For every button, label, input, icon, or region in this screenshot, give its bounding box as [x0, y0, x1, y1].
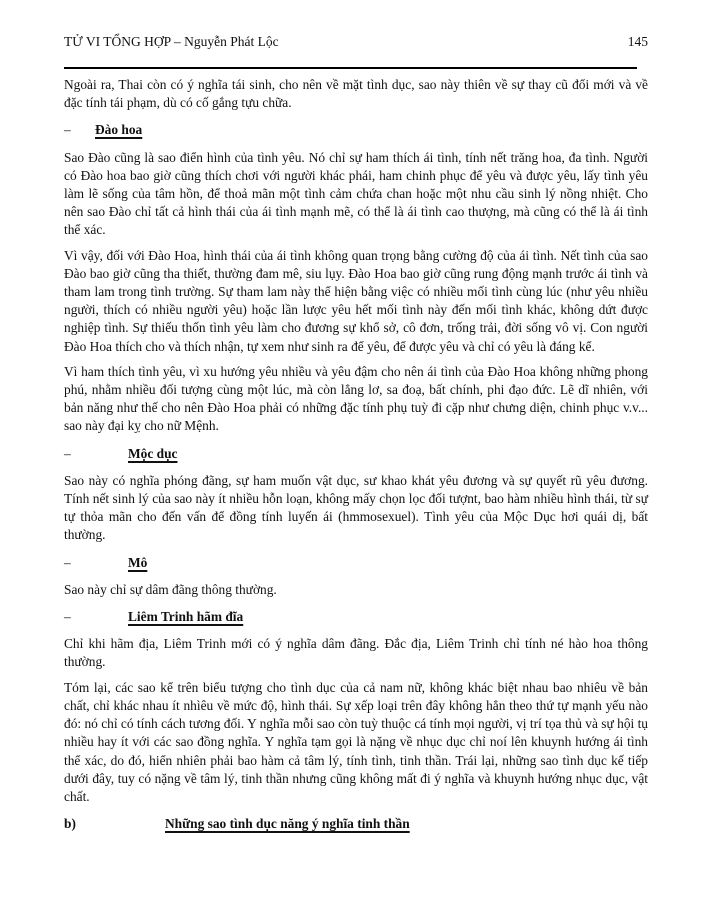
dash-marker: – — [64, 122, 71, 138]
section-heading-label: Mộc dục — [128, 445, 178, 461]
header-rule — [64, 67, 637, 69]
paragraph-dao-2: Vì vậy, đối với Đào Hoa, hình thái của ái tình không quan trọng bằng cường độ của ái tình. Nết tình của sao Đào bao giờ cũng tha thiết, thường đam mê, siu lụy. Đào Hoa bao giờ cũng rung động mạnh trước ái tình và tham lam trong tình trường. Sự tham lam này thể hiện bằng việc có nhiều mối tình cùng lúc (như yêu nhiều người, thích có nhiều người yêu) hoặc lần lược yêu hết mối tình này đến mối tình khác, không dứt được nghiệp tình. Sự thiếu thốn tình yêu làm cho đương sự khổ sở, cô đơn, trống trải, đời sống vô vị. Con người Đào Hoa thích cho và thích nhận, tự xem như sinh ra để yêu, để được yêu và chỉ có yêu là đáng kể. — [64, 247, 648, 354]
section-heading-dao-hoa — [64, 121, 648, 139]
paragraph-liem-trinh: Chỉ khi hãm địa, Liêm Trinh mới có ý nghĩa dâm đãng. Đắc địa, Liêm Trinh chỉ tính né hào hoa thông thường. — [64, 636, 648, 670]
section-heading-liem-trinh — [64, 608, 648, 626]
section-heading-label: Liêm Trinh hãm đĩa — [128, 609, 244, 625]
paragraph-thai: Ngoài ra, Thai còn có ý nghĩa tái sinh, cho nên về mặt tình dục, sao này thiên về sự thay cũ đổi mới và về đặc tính tái phạm, dù có cố gắng tựu chữa. — [64, 77, 648, 111]
paragraph-dao-3: Vì ham thích tình yêu, vì xu hướng yêu nhiều và yêu đậm cho nên ái tình của Đào Hoa không những phong phú, nhằm nhiều đối tượng cùng một lúc, mà còn lẳng lơ, sa đoạ, bất chính, phi đạo đức. Lẽ dĩ nhiên, với bản năng như thế cho nên Đào Hoa phải có những đặc tính phụ tuỳ đi cặp như chưng diện, chinh phục v.v... sao này đại kỵ cho nữ Mệnh. — [64, 363, 648, 434]
section-heading-label: Mô — [128, 554, 148, 570]
paragraph-dao-1: Sao Đào cũng là sao điển hình của tình yêu. Nó chỉ sự ham thích ái tình, tính nết trăng hoa, đa tình. Người có Đào hoa bao giờ cũng thích chơi với người khác phái, ham chinh phục để yêu và được yêu, lấy tình yêu làm lẽ sống của tâm hồn, để thoả mãn một tình cảm chứa chan hoặc một nhu cầu sinh lý nồng nhiệt. Cho nên sao Đào chỉ tất cả hình thái của ái tình mạnh mẽ, có thể là ái tình cao thượng, mà cũng có thể là ái tình thể xác. — [64, 149, 648, 238]
page-content — [64, 76, 648, 833]
dash-marker: – — [64, 554, 71, 570]
paragraph-mo: Sao này chỉ sự dâm đãng thông thường. — [64, 581, 277, 597]
subsection-heading-b — [64, 815, 648, 833]
section-heading-moc-duc — [64, 445, 648, 463]
running-title: TỬ VI TỔNG HỢP – Nguyễn Phát Lộc — [64, 34, 279, 49]
page-header — [64, 33, 648, 50]
list-marker-b: b) — [64, 816, 76, 832]
section-heading-mo — [64, 554, 648, 572]
paragraph-moc-duc: Sao này có nghĩa phóng đãng, sự ham muốn vật dục, sư khao khát yêu đương và sự quyết rũ yêu đương. Tính nết sinh lý của sao này ít nhiều hỗn loạn, không mấy chọn lọc đối tượnt, bao hàm nhiều hình thái, từ sự tự thỏa mãn cho đến vấn để đồng tính luyến ái (hmmosexuel). Tình yêu của Mộc Dục hơi quái dị, bất thường. — [64, 472, 648, 543]
dash-marker: – — [64, 609, 71, 625]
section-heading-label: Đào hoa — [95, 122, 143, 138]
subsection-heading-label: Những sao tình dục năng ý nghĩa tinh thần — [165, 816, 410, 832]
page-number: 145 — [627, 34, 648, 49]
dash-marker: – — [64, 445, 71, 461]
paragraph-tom-lai: Tóm lại, các sao kể trên biểu tượng cho tình dục của cả nam nữ, không khác biệt nhau bao nhiêu về bản chất, chỉ khác nhau ít nhìêu về mức độ, hình thái. Sự xếp loại trên đây không hẳn theo thứ tự mạnh yếu nào đó: nó chỉ có tính cách tương đối. Y nghĩa mỗi sao còn tuỳ thuộc cá tính mọi người, vị trí tọa thủ và sự hội tụ nhiều hay ít với các sao đồng nghĩa. Y nghĩa tạm gọi là nặng về nhục dục chỉ noí lên khuynh hướng ái tình thể xác, do đó, hiển nhiên phải bao hàm cả tâm lý, tính tình, tinh thần. Trái lại, những sao tình dục kế tiếp dưới đây, tuy có nặng về tâm lý, tinh thần nhưng cũng không mất đi ý nghĩa và khuynh hướng nhục dục, vật chất. — [64, 679, 648, 804]
